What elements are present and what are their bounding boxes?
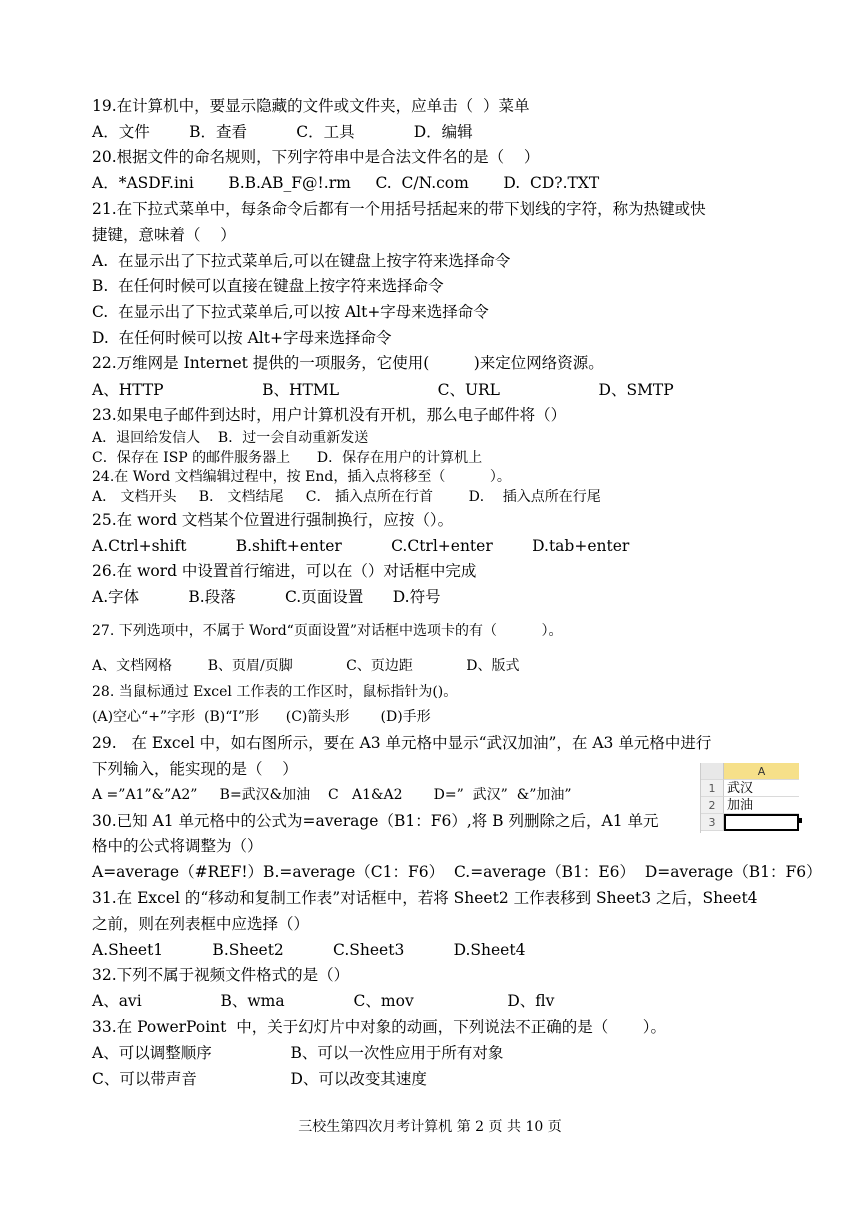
question-28: 28. 当鼠标通过 Excel 工作表的工作区时，鼠标指针为()。 [92,684,458,700]
page-footer: 三校生第四次月考计算机 第 2 页 共 10 页 [298,1119,562,1135]
options-28: (A)空心“+”字形 (B)“I”形 (C)箭头形 (D)手形 [92,709,431,725]
options-30: A=average（#REF!）B.=average（C1：F6） C.=average（B1：E6） D=average（B1：F6） [92,863,822,881]
options-33-ab: A、可以调整顺序 B、可以一次性应用于所有对象 [92,1044,504,1062]
options-24: A． 文档开头 B． 文档结尾 C． 插入点所在行首 D． 插入点所在行尾 [92,489,601,505]
excel-column-header: A [724,763,799,780]
question-19: 19.在计算机中，要显示隐藏的文件或文件夹，应单击（ ）菜单 [92,97,530,115]
excel-cell-a1: 武汉 [724,780,799,797]
options-23-cd: C．保存在 ISP 的邮件服务器上 D．保存在用户的计算机上 [92,450,483,466]
excel-cell-a2: 加油 [724,797,799,814]
question-26: 26.在 word 中设置首行缩进，可以在（）对话框中完成 [92,562,477,580]
options-22: A、HTTP B、HTML C、URL D、SMTP [92,381,674,399]
question-33: 33.在 PowerPoint 中，关于幻灯片中对象的动画，下列说法不正确的是（ ）。 [92,1018,666,1036]
option-21-b: B. 在任何时候可以直接在键盘上按字符来选择命令 [92,277,444,295]
options-19: A．文件 B．查看 C．工具 D．编辑 [92,123,473,141]
question-31: 31.在 Excel 的“移动和复制工作表”对话框中，若将 Sheet2 工作表移到 Sheet3 之后，Sheet4 [92,889,758,907]
excel-row-number: 3 [701,814,724,831]
excel-row-number: 2 [701,797,724,814]
question-24: 24.在 Word 文档编辑过程中，按 End，插入点将移至（ ）。 [92,469,511,485]
question-20: 20.根据文件的命名规则，下列字符串中是合法文件名的是（ ） [92,148,540,166]
option-21-c: C. 在显示出了下拉式菜单后,可以按 Alt+字母来选择命令 [92,303,489,321]
excel-row [701,814,799,831]
excel-header-row [701,763,799,780]
excel-snippet-image [700,763,799,833]
options-29: A =”A1”&”A2” B=武汉&加油 C A1&A2 D=” 武汉” &”加油” [92,787,572,803]
question-23: 23.如果电子邮件到达时，用户计算机没有开机，那么电子邮件将（） [92,406,567,424]
excel-fill-handle [797,818,802,823]
options-26: A.字体 B.段落 C.页面设置 D.符号 [92,588,441,606]
question-21: 21.在下拉式菜单中，每条命令后都有一个用括号括起来的带下划线的字符，称为热键或快 [92,200,706,218]
excel-cell-a3-selected [724,814,799,831]
options-25: A.Ctrl+shift B.shift+enter C.Ctrl+enter D.tab+enter [92,537,630,555]
options-32: A、avi B、wma C、mov D、flv [92,992,555,1010]
excel-row [701,797,799,814]
options-27: A、文档网格 B、页眉/页脚 C、页边距 D、版式 [92,658,520,674]
question-30-cont: 格中的公式将调整为（） [92,837,263,855]
options-33-cd: C、可以带声音 D、可以改变其速度 [92,1070,427,1088]
excel-row-number: 1 [701,780,724,797]
question-29-cont: 下列输入，能实现的是（ ） [92,760,298,778]
question-29: 29. 在 Excel 中，如右图所示，要在 A3 单元格中显示“武汉加油”，在 A3 单元格中进行 [92,734,712,752]
question-27: 27. 下列选项中，不属于 Word“页面设置”对话框中选项卡的有（ ）。 [92,623,563,639]
options-31: A.Sheet1 B.Sheet2 C.Sheet3 D.Sheet4 [92,941,526,959]
options-23-ab: A．退回给发信人 B．过一会自动重新发送 [92,430,369,446]
question-25: 25.在 word 文档某个位置进行强制换行，应按（）。 [92,511,454,529]
question-31-cont: 之前，则在列表框中应选择（） [92,915,310,933]
excel-corner [701,763,724,780]
question-21-cont: 捷键，意味着（ ） [92,226,236,244]
question-22: 22.万维网是 Internet 提供的一项服务，它使用( )来定位网络资源。 [92,354,604,372]
option-21-d: D. 在任何时候可以按 Alt+字母来选择命令 [92,329,392,347]
options-20: A．*ASDF.ini B.B.AB_F@!.rm C. C/N.com D. CD?.TXT [92,174,600,192]
option-21-a: A. 在显示出了下拉式菜单后,可以在键盘上按字符来选择命令 [92,252,511,270]
excel-row [701,780,799,797]
question-32: 32.下列不属于视频文件格式的是（） [92,966,350,984]
question-30: 30.已知 A1 单元格中的公式为=average（B1：F6）,将 B 列删除之后，A1 单元 [92,812,659,830]
